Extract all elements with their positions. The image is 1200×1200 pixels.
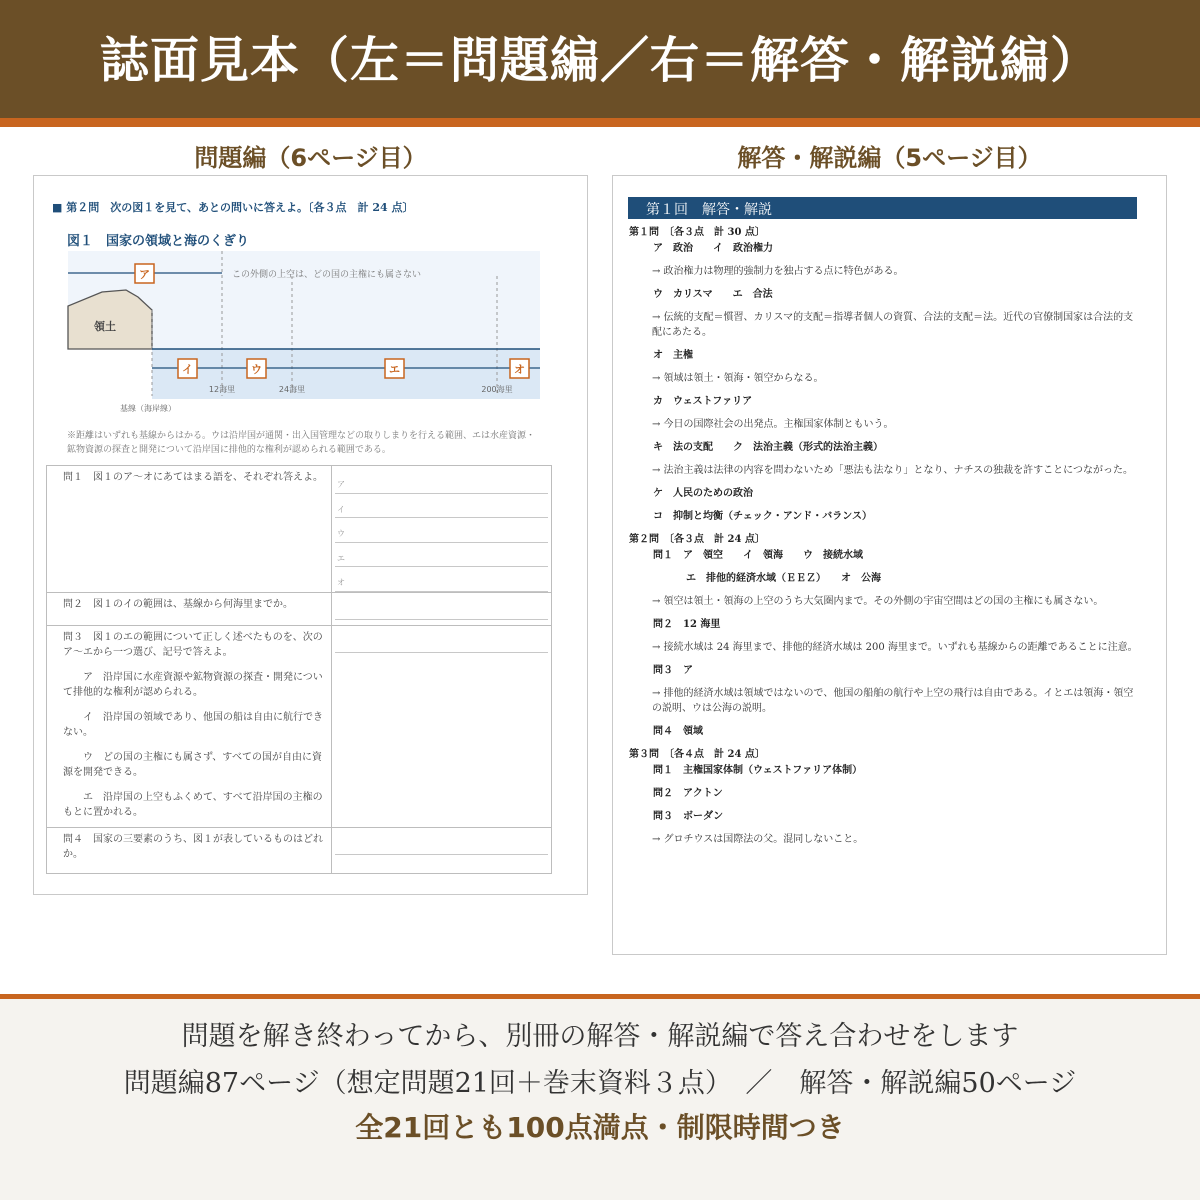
option-i: イ 沿岸国の領域であり、他国の船は自由に航行できない。 — [63, 711, 323, 739]
explanation: → 排他的経済水域は領域ではないので、他国の船舶の航行や上空の飛行は自由である。イとエは領海・領空の説明、ウは公海の説明。 — [652, 688, 1134, 714]
answer-item: 問２ アクトン — [653, 788, 723, 799]
question-3: 問３ 図１のエの範囲について正しく述べたものを、次のア〜エから一つ選び、記号で答えよ。 — [63, 631, 323, 659]
footer-line-2: 問題編87ページ（想定問題21回＋巻末資料３点） ／ 解答・解説編50ページ — [123, 1068, 1077, 1099]
answer-box-3[interactable] — [332, 625, 552, 827]
explanation: → 接続水域は 24 海里まで、排他的経済水域は 200 海里まで。いずれも基線からの距離であることに注意。 — [652, 642, 1138, 653]
baseline-label: 基線（海岸線） — [120, 404, 176, 413]
header-accent-stripe — [0, 118, 1200, 127]
explanation: → 領域は領土・領海・領空からなる。 — [652, 373, 824, 384]
answer-item: ケ 人民のための政治 — [653, 488, 753, 499]
question-3-cell — [47, 625, 332, 827]
label-u: ウ — [251, 363, 262, 376]
answer-item: 問２ 12 海里 — [653, 619, 721, 630]
answer-title-bar: 第１回 解答・解説 — [628, 197, 1137, 219]
answer-item: キ 法の支配 ク 法治主義（形式的法治主義） — [653, 442, 883, 453]
answer-item: 問４ 領域 — [653, 726, 703, 737]
tick-12: 12海里 — [208, 385, 236, 394]
footer-line-1: 問題を解き終わってから、別冊の解答・解説編で答え合わせをします — [181, 1021, 1019, 1052]
question-table — [46, 465, 552, 874]
answer-item: コ 抑制と均衡（チェック・アンド・バランス） — [653, 511, 872, 522]
blank-a: ア — [335, 469, 548, 494]
answer-box-2[interactable] — [332, 592, 552, 625]
tick-24: 24海里 — [278, 385, 306, 394]
blank-e: エ — [335, 543, 548, 568]
territory-diagram — [54, 246, 574, 416]
section-2-heading: 第２問 〔各３点 計 24 点〕 — [629, 534, 765, 545]
problem-page — [33, 175, 588, 895]
question-heading: ■ 第２問 次の図１を見て、あとの問いに答えよ。〔各３点 計 24 点〕 — [52, 201, 414, 214]
answer-item: ア 政治 イ 政治権力 — [653, 243, 773, 254]
section-3-heading: 第３問 〔各４点 計 24 点〕 — [629, 749, 765, 760]
airspace-note: この外側の上空は、どの国の主権にも属さない — [232, 270, 422, 280]
table-row — [47, 466, 552, 593]
answer-page-label: 解答・解説編（5ページ目） — [737, 144, 1042, 172]
answer-item: 問３ ボーダン — [653, 811, 724, 822]
answer-item: 問３ ア — [653, 665, 693, 676]
explanation: → 政治権力は物理的強制力を独占する点に特色がある。 — [652, 266, 904, 277]
answer-item: 問１ ア 領空 イ 領海 ウ 接続水域 — [653, 550, 863, 561]
label-e: エ — [389, 363, 400, 376]
figure-note: ※距離はいずれも基線からはかる。ウは沿岸国が通関・出入国管理などの取りしまりを行える範囲、エは水産資源・鉱物資源の探査と開発について沿岸国に排他的な権利が認められる範囲である。 — [67, 431, 536, 455]
explanation: → 伝統的支配＝慣習、カリスマ的支配＝指導者個人の資質、合法的支配＝法。近代の官僚制国家は合法的支配にあたる。 — [652, 312, 1134, 338]
explanation: → 法治主義は法律の内容を問わないため「悪法も法なり」となり、ナチスの独裁を許すことにつながった。 — [652, 465, 1133, 476]
footer-line-3: 全21回とも100点満点・制限時間つき — [355, 1111, 845, 1144]
page-title: 誌面見本（左＝問題編／右＝解答・解説編） — [99, 32, 1100, 89]
answer-item: ウ カリスマ エ 合法 — [653, 289, 773, 300]
label-o: オ — [514, 363, 525, 376]
option-u: ウ どの国の主権にも属さず、すべての国が自由に資源を開発できる。 — [63, 751, 322, 779]
territory-label: 領土 — [94, 320, 116, 333]
question-4: 問４ 国家の三要素のうち、図１が表しているものはどれか。 — [47, 827, 332, 873]
label-a: ア — [139, 268, 150, 281]
table-row — [47, 592, 552, 625]
section-1-heading: 第１問 〔各３点 計 30 点〕 — [629, 227, 765, 238]
blank-i: イ — [335, 494, 548, 519]
table-row — [47, 827, 552, 873]
answer-box-1[interactable] — [332, 466, 552, 593]
answer-item: オ 主権 — [653, 350, 693, 361]
explanation: → 領空は領土・領海の上空のうち大気圏内まで。その外側の宇宙空間はどの国の主権にも属さない。 — [652, 596, 1104, 607]
option-e: エ 沿岸国の上空もふくめて、すべて沿岸国の主権のもとに置かれる。 — [63, 791, 323, 819]
blank-o: オ — [335, 567, 548, 592]
answer-item: エ 排他的経済水域（ＥＥＺ） オ 公海 — [686, 573, 881, 584]
answer-page — [612, 175, 1167, 955]
answer-body — [629, 225, 1139, 847]
answer-item: カ ウェストファリア — [653, 396, 753, 407]
tick-200: 200海里 — [481, 385, 513, 394]
explanation: → グロチウスは国際法の父。混同しないこと。 — [652, 834, 864, 845]
answer-item: 問１ 主権国家体制（ウェストファリア体制） — [653, 765, 863, 776]
problem-page-label: 問題編（6ページ目） — [194, 144, 427, 172]
figure-title: 図１ 国家の領域と海のくぎり — [67, 234, 250, 249]
explanation: → 今日の国際社会の出発点。主権国家体制ともいう。 — [652, 419, 894, 430]
option-a: ア 沿岸国に水産資源や鉱物資源の探査・開発について排他的な権利が認められる。 — [63, 671, 323, 699]
question-2: 問２ 図１のイの範囲は、基線から何海里までか。 — [47, 592, 332, 625]
blank-u: ウ — [335, 518, 548, 543]
answer-box-4[interactable] — [332, 827, 552, 873]
question-1: 問１ 図１のア〜オにあてはまる語を、それぞれ答えよ。 — [47, 466, 332, 593]
label-i: イ — [182, 363, 193, 376]
table-row — [47, 625, 552, 827]
